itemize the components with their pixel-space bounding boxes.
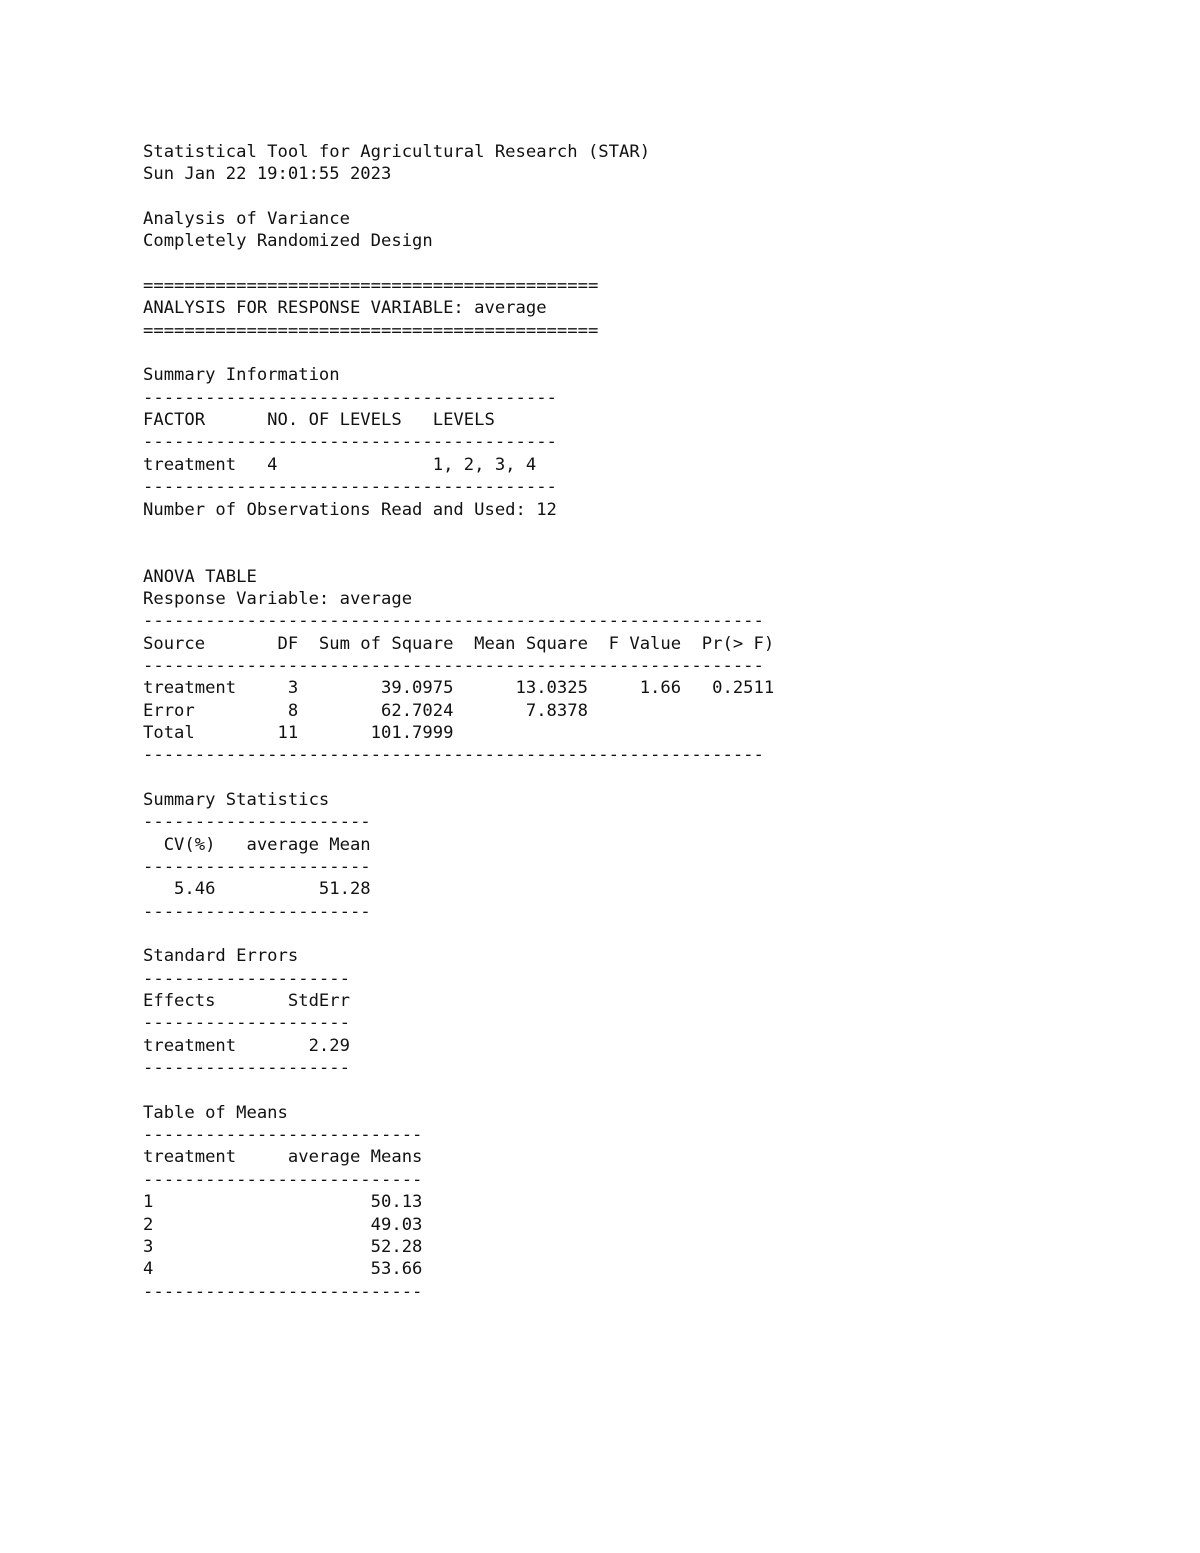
report-line: ============================================ <box>143 320 599 341</box>
report-line: ------------------------------------------------------------ <box>143 745 764 766</box>
star-anova-report <box>143 141 774 1303</box>
report-line: Statistical Tool for Agricultural Research (STAR) <box>143 142 651 162</box>
report-line: ---------------------------------------- <box>143 432 557 453</box>
report-line: CV(%) average Mean <box>143 834 371 855</box>
report-line: treatment average Means <box>143 1147 423 1168</box>
report-line: Summary Statistics <box>143 789 330 810</box>
report-line: --------------------------- <box>143 1169 423 1190</box>
report-line: 3 52.28 <box>143 1236 423 1257</box>
report-line: Effects StdErr <box>143 991 350 1012</box>
report-line: -------------------- <box>143 1013 350 1034</box>
report-line: Number of Observations Read and Used: 12 <box>143 499 557 520</box>
report-line <box>143 923 774 945</box>
report-line: FACTOR NO. OF LEVELS LEVELS <box>143 410 495 431</box>
report-line <box>143 543 774 565</box>
report-line: ---------------------- <box>143 901 371 922</box>
report-line: ANALYSIS FOR RESPONSE VARIABLE: average <box>143 298 547 319</box>
report-line: Error 8 62.7024 7.8378 <box>143 700 588 721</box>
report-line: ---------------------- <box>143 857 371 877</box>
report-line <box>143 342 774 364</box>
report-line: ---------------------------------------- <box>143 387 557 408</box>
report-line: ------------------------------------------------------------ <box>143 655 764 676</box>
report-line: Analysis of Variance <box>143 209 350 230</box>
report-line: Total 11 101.7999 <box>143 722 454 743</box>
report-line: --------------------------- <box>143 1281 423 1302</box>
report-line: 1 50.13 <box>143 1192 423 1213</box>
report-line: -------------------- <box>143 1058 350 1079</box>
report-line: ---------------------------------------- <box>143 477 557 498</box>
report-line <box>143 521 774 543</box>
report-line: treatment 2.29 <box>143 1035 350 1056</box>
report-line: Sun Jan 22 19:01:55 2023 <box>143 164 392 185</box>
report-line: -------------------- <box>143 968 350 989</box>
report-line <box>143 186 774 208</box>
report-line: Summary Information <box>143 365 340 386</box>
report-line: Source DF Sum of Square Mean Square F Value Pr(> F) <box>143 633 775 654</box>
report-line: ------------------------------------------------------------ <box>143 611 764 632</box>
report-line: treatment 4 1, 2, 3, 4 <box>143 454 537 475</box>
report-line: Table of Means <box>143 1102 288 1123</box>
report-line: Completely Randomized Design <box>143 231 433 252</box>
report-line: 5.46 51.28 <box>143 879 371 900</box>
report-line: 2 49.03 <box>143 1214 423 1235</box>
report-line <box>143 1079 774 1101</box>
report-line: ============================================ <box>143 276 599 297</box>
report-line: ---------------------- <box>143 812 371 833</box>
report-line: treatment 3 39.0975 13.0325 1.66 0.2511 <box>143 678 775 699</box>
report-line: Response Variable: average <box>143 588 413 609</box>
report-line: Standard Errors <box>143 946 299 967</box>
report-line: 4 53.66 <box>143 1259 423 1280</box>
report-line: --------------------------- <box>143 1125 423 1146</box>
report-line <box>143 253 774 275</box>
report-line <box>143 767 774 789</box>
report-line: ANOVA TABLE <box>143 566 257 587</box>
